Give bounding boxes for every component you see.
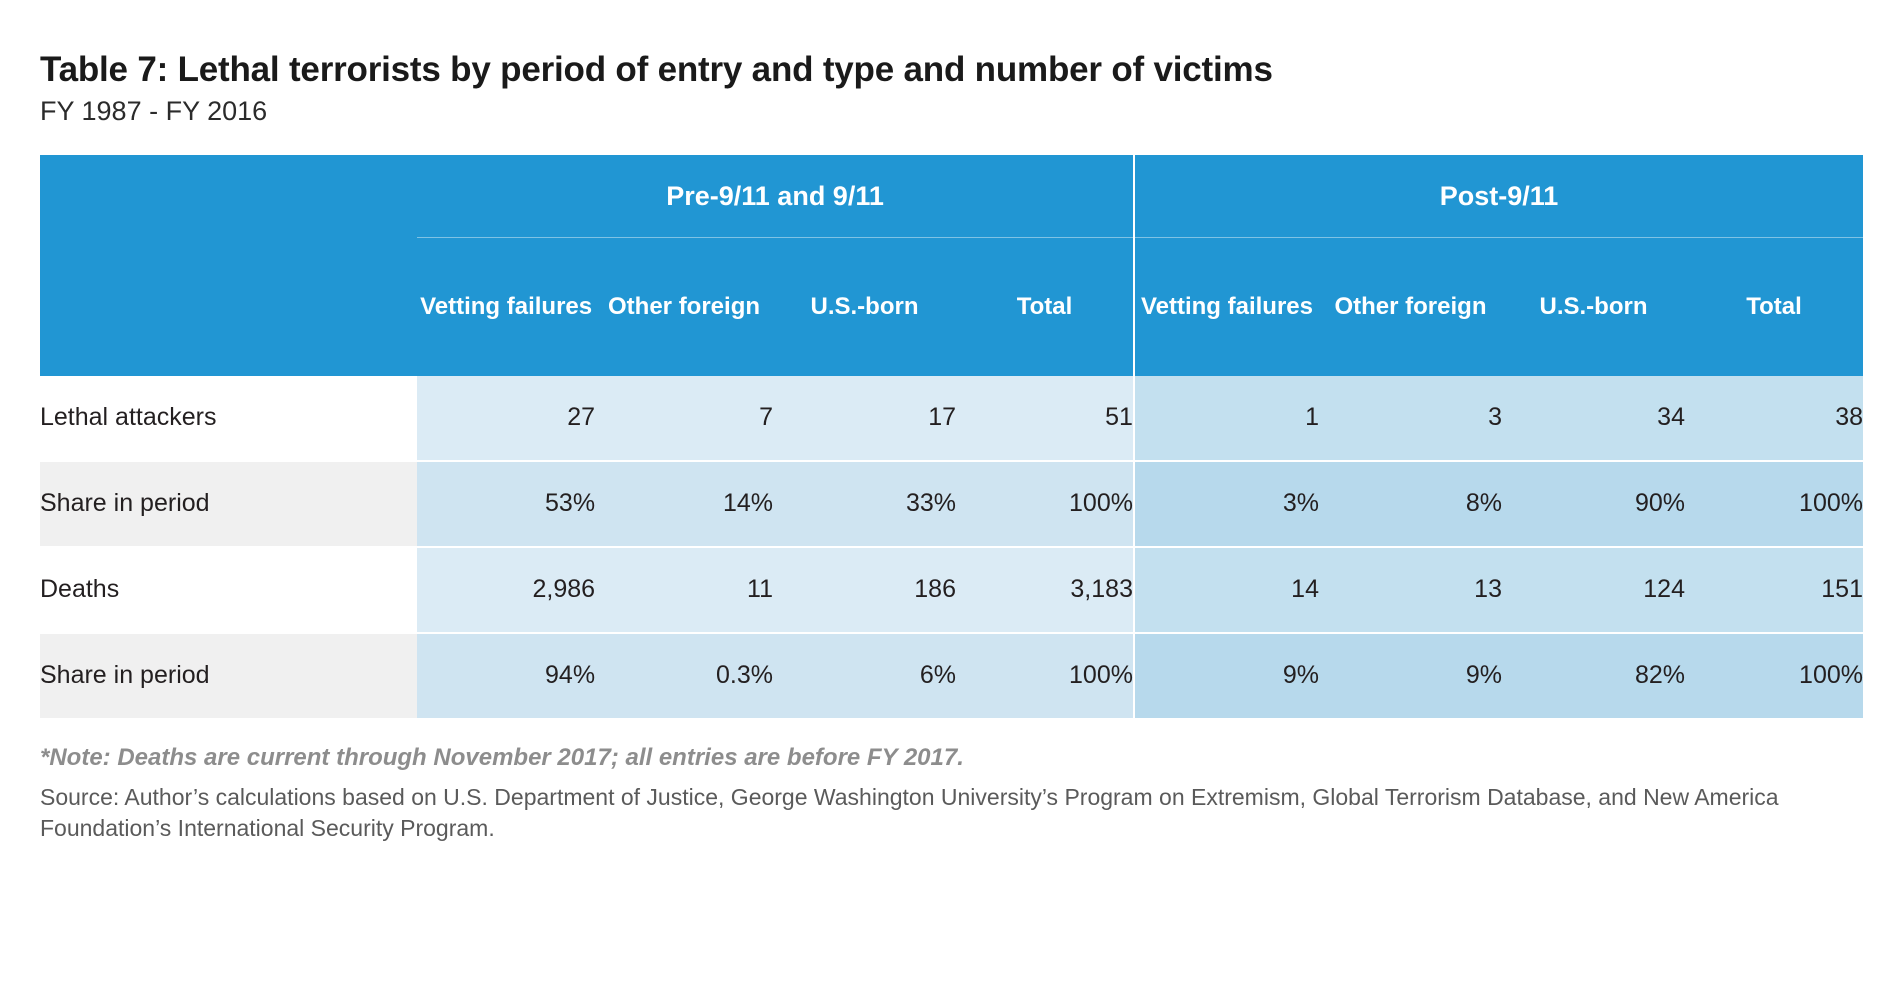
cell-share-deaths-pre-total: 100% bbox=[956, 633, 1134, 718]
cell-share-attackers-post-total: 100% bbox=[1685, 461, 1863, 547]
page-title: Table 7: Lethal terrorists by period of entry and type and number of victims bbox=[40, 50, 1273, 89]
table-row bbox=[40, 547, 1863, 633]
cell-lethal-attackers-post-total: 38 bbox=[1685, 376, 1863, 461]
table-group-header-row bbox=[40, 155, 1863, 238]
table-column-header-row bbox=[40, 238, 1863, 376]
cell-share-deaths-pre-other-foreign: 0.3% bbox=[595, 633, 773, 718]
group-header-post-911: Post-9/11 bbox=[1134, 155, 1863, 238]
cell-share-deaths-post-total: 100% bbox=[1685, 633, 1863, 718]
cell-lethal-attackers-pre-vetting: 27 bbox=[417, 376, 595, 461]
table-corner-cell-lower bbox=[40, 238, 417, 376]
table-note: *Note: Deaths are current through November 2017; all entries are before FY 2017. bbox=[40, 743, 964, 771]
cell-share-deaths-post-vetting: 9% bbox=[1134, 633, 1319, 718]
table-corner-cell bbox=[40, 155, 417, 238]
cell-share-deaths-pre-us-born: 6% bbox=[773, 633, 956, 718]
column-header-pre-other-foreign: Other foreign bbox=[595, 238, 773, 376]
column-header-post-us-born: U.S.-born bbox=[1502, 238, 1685, 376]
cell-share-attackers-post-us-born: 90% bbox=[1502, 461, 1685, 547]
column-header-pre-total: Total bbox=[956, 238, 1134, 376]
cell-share-attackers-pre-us-born: 33% bbox=[773, 461, 956, 547]
row-label-share-in-period-attackers: Share in period bbox=[40, 461, 417, 547]
cell-share-attackers-post-vetting: 3% bbox=[1134, 461, 1319, 547]
table-row bbox=[40, 633, 1863, 718]
cell-share-attackers-post-other-foreign: 8% bbox=[1319, 461, 1502, 547]
cell-share-attackers-pre-total: 100% bbox=[956, 461, 1134, 547]
cell-deaths-post-vetting: 14 bbox=[1134, 547, 1319, 633]
cell-lethal-attackers-post-us-born: 34 bbox=[1502, 376, 1685, 461]
row-label-deaths: Deaths bbox=[40, 547, 417, 633]
cell-share-attackers-pre-other-foreign: 14% bbox=[595, 461, 773, 547]
row-label-share-in-period-deaths: Share in period bbox=[40, 633, 417, 718]
row-label-lethal-attackers: Lethal attackers bbox=[40, 376, 417, 461]
column-header-pre-us-born: U.S.-born bbox=[773, 238, 956, 376]
cell-deaths-pre-us-born: 186 bbox=[773, 547, 956, 633]
cell-deaths-post-other-foreign: 13 bbox=[1319, 547, 1502, 633]
table-row bbox=[40, 461, 1863, 547]
cell-deaths-post-total: 151 bbox=[1685, 547, 1863, 633]
cell-lethal-attackers-pre-other-foreign: 7 bbox=[595, 376, 773, 461]
cell-lethal-attackers-pre-total: 51 bbox=[956, 376, 1134, 461]
cell-deaths-post-us-born: 124 bbox=[1502, 547, 1685, 633]
table-row bbox=[40, 376, 1863, 461]
table-source: Source: Author’s calculations based on U.S. Department of Justice, George Washington University’s Program on Extremism, Global Terrorism Database, and New America Foundation’s International Security Program. bbox=[40, 783, 1779, 841]
column-header-post-vetting-failures: Vetting failures bbox=[1134, 238, 1319, 376]
column-header-pre-vetting-failures: Vetting failures bbox=[417, 238, 595, 376]
cell-lethal-attackers-post-vetting: 1 bbox=[1134, 376, 1319, 461]
cell-share-deaths-post-other-foreign: 9% bbox=[1319, 633, 1502, 718]
cell-lethal-attackers-pre-us-born: 17 bbox=[773, 376, 956, 461]
cell-share-attackers-pre-vetting: 53% bbox=[417, 461, 595, 547]
cell-share-deaths-post-us-born: 82% bbox=[1502, 633, 1685, 718]
column-header-post-total: Total bbox=[1685, 238, 1863, 376]
group-header-pre-911: Pre-9/11 and 9/11 bbox=[417, 155, 1134, 238]
cell-lethal-attackers-post-other-foreign: 3 bbox=[1319, 376, 1502, 461]
cell-deaths-pre-total: 3,183 bbox=[956, 547, 1134, 633]
cell-deaths-pre-other-foreign: 11 bbox=[595, 547, 773, 633]
column-header-post-other-foreign: Other foreign bbox=[1319, 238, 1502, 376]
cell-share-deaths-pre-vetting: 94% bbox=[417, 633, 595, 718]
data-table bbox=[40, 155, 1863, 718]
page-subtitle: FY 1987 - FY 2016 bbox=[40, 96, 268, 127]
cell-deaths-pre-vetting: 2,986 bbox=[417, 547, 595, 633]
